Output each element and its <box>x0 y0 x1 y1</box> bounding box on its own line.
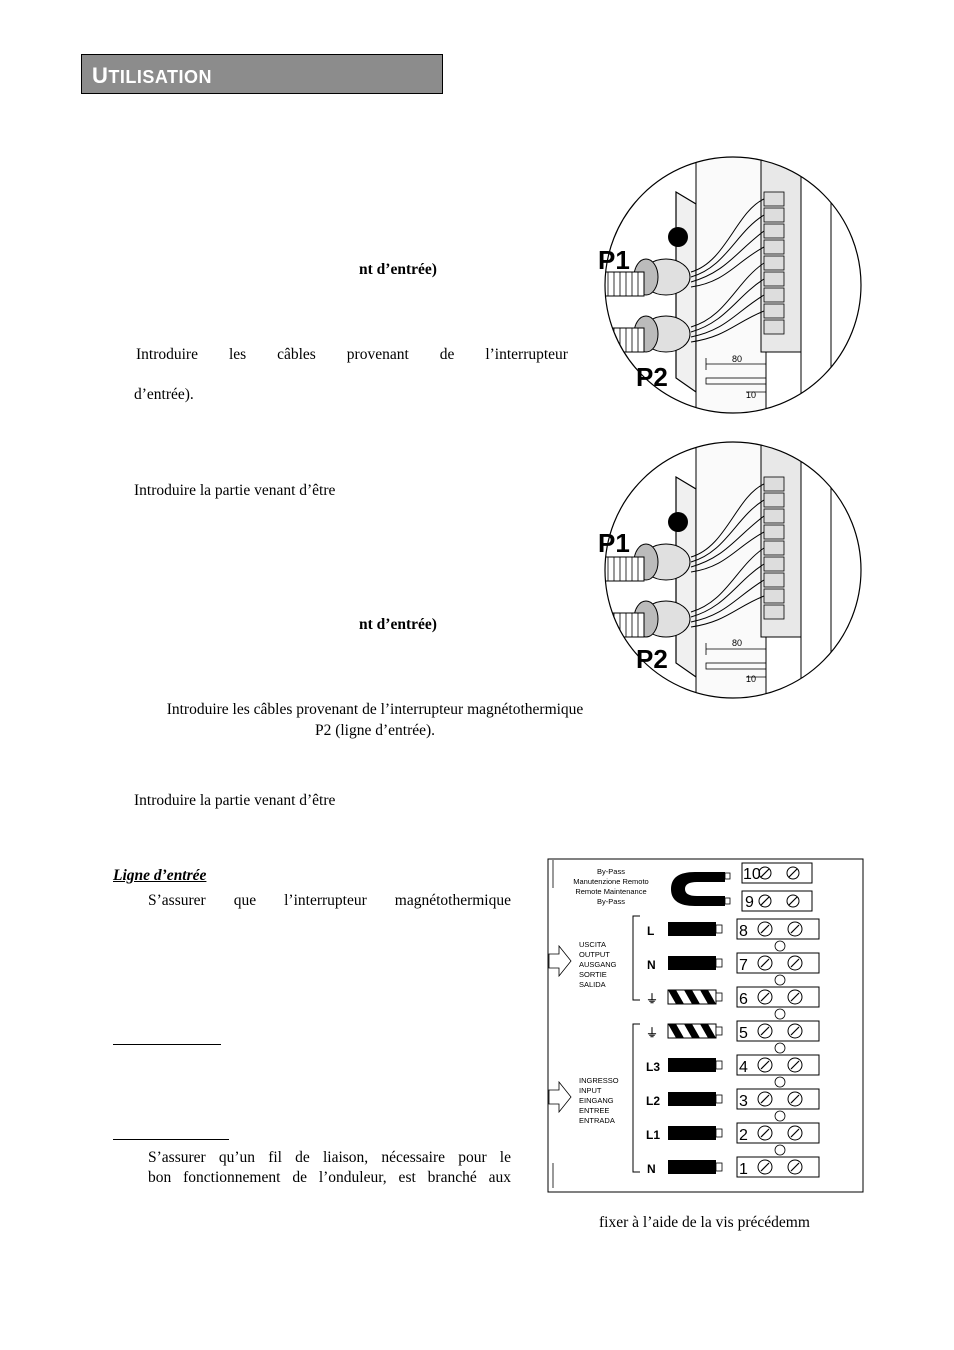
terminal-number: 6 <box>739 991 748 1008</box>
word: provenant <box>346 346 409 363</box>
bypass-label-line: By-Pass <box>597 897 625 906</box>
conductor-label-N: N <box>647 958 656 972</box>
terminal-number: 10 <box>743 866 761 883</box>
conductor-label-L: L <box>647 924 655 938</box>
section-title-rest: TILISATION <box>108 67 213 87</box>
label-p2: P2 <box>636 644 668 674</box>
section-title-initial: U <box>92 63 109 88</box>
terminal-number: 4 <box>739 1059 748 1076</box>
section-title <box>92 63 212 89</box>
terminal-number: 3 <box>739 1093 748 1110</box>
terminal-number: 1 <box>739 1161 748 1178</box>
word: de <box>439 346 455 363</box>
terminal-number: 7 <box>739 957 748 974</box>
word: les <box>228 346 247 363</box>
step2-paragraph-line2: P2 (ligne d’entrée). <box>314 722 436 739</box>
input-line-paragraph <box>148 891 511 911</box>
bypass-label-line: By-Pass <box>597 867 625 876</box>
step2-bold-heading: nt d’entrée) <box>359 616 437 633</box>
step1-paragraph2: Introduire la partie venant d’être <box>134 482 336 499</box>
input-label-line: INPUT <box>579 1086 602 1095</box>
word: magnétothermique <box>394 892 511 909</box>
word: Introduire <box>136 346 198 363</box>
step2-paragraph2: Introduire la partie venant d’être <box>134 792 336 809</box>
conductor-label-L1: L1 <box>646 1128 661 1142</box>
link-wire-paragraph-line2: bon fonctionnement de l’onduleur, est branché aux <box>148 1169 511 1186</box>
conductor-label-L3: L3 <box>646 1060 661 1074</box>
word: S’assurer <box>148 892 206 909</box>
input-label-line: ENTRADA <box>579 1116 615 1125</box>
hidden-heading-underline-2 <box>113 1139 229 1140</box>
input-label-line: EINGANG <box>579 1096 614 1105</box>
word: l’interrupteur <box>284 892 367 909</box>
input-label-line: ENTREE <box>579 1106 610 1115</box>
earth-icon: ⏚ <box>646 992 659 1006</box>
label-p2: P2 <box>636 362 668 392</box>
bypass-label-line: Manutenzione Remoto <box>573 877 649 886</box>
hidden-heading-underline-1 <box>113 1044 221 1045</box>
input-label-line: INGRESSO <box>579 1076 619 1085</box>
bypass-label-line: Remote Maintenance <box>575 887 647 896</box>
word: câbles <box>277 346 316 363</box>
link-wire-paragraph-line1: S’assurer qu’un fil de liaison, nécessaire pour le <box>148 1149 511 1166</box>
word: que <box>233 892 257 909</box>
output-label-line: SORTIE <box>579 970 607 979</box>
terminal-detail-figure-1 <box>596 152 866 418</box>
terminal-number: 5 <box>739 1025 748 1042</box>
label-p1: P1 <box>598 245 630 275</box>
output-label-line: SALIDA <box>579 980 606 989</box>
dimension-10: 10 <box>746 674 757 684</box>
step1-bold-heading: nt d’entrée) <box>359 261 437 278</box>
footer-text: fixer à l’aide de la vis précédemm <box>599 1214 810 1231</box>
terminal-detail-figure-2 <box>596 437 866 703</box>
earth-icon: ⏚ <box>646 1026 659 1040</box>
terminal-block-diagram <box>547 858 865 1196</box>
dimension-80: 80 <box>732 638 743 648</box>
output-label-line: USCITA <box>579 940 606 949</box>
terminal-number: 9 <box>745 894 754 911</box>
step1-paragraph-line2: d’entrée). <box>134 386 194 403</box>
terminal-number: 8 <box>739 923 748 940</box>
conductor-label-L2: L2 <box>646 1094 661 1108</box>
step1-paragraph-line1 <box>136 345 568 365</box>
terminal-number: 2 <box>739 1127 748 1144</box>
output-label-line: AUSGANG <box>579 960 617 969</box>
label-p1: P1 <box>598 528 630 558</box>
conductor-label-N: N <box>647 1162 656 1176</box>
word: l’interrupteur <box>485 346 568 363</box>
dimension-10: 10 <box>746 390 757 400</box>
step2-paragraph-line1: Introduire les câbles provenant de l’interrupteur magnétothermique <box>166 701 584 718</box>
output-label-line: OUTPUT <box>579 950 610 959</box>
dimension-80: 80 <box>732 354 743 364</box>
input-line-heading: Ligne d’entrée <box>113 867 207 884</box>
